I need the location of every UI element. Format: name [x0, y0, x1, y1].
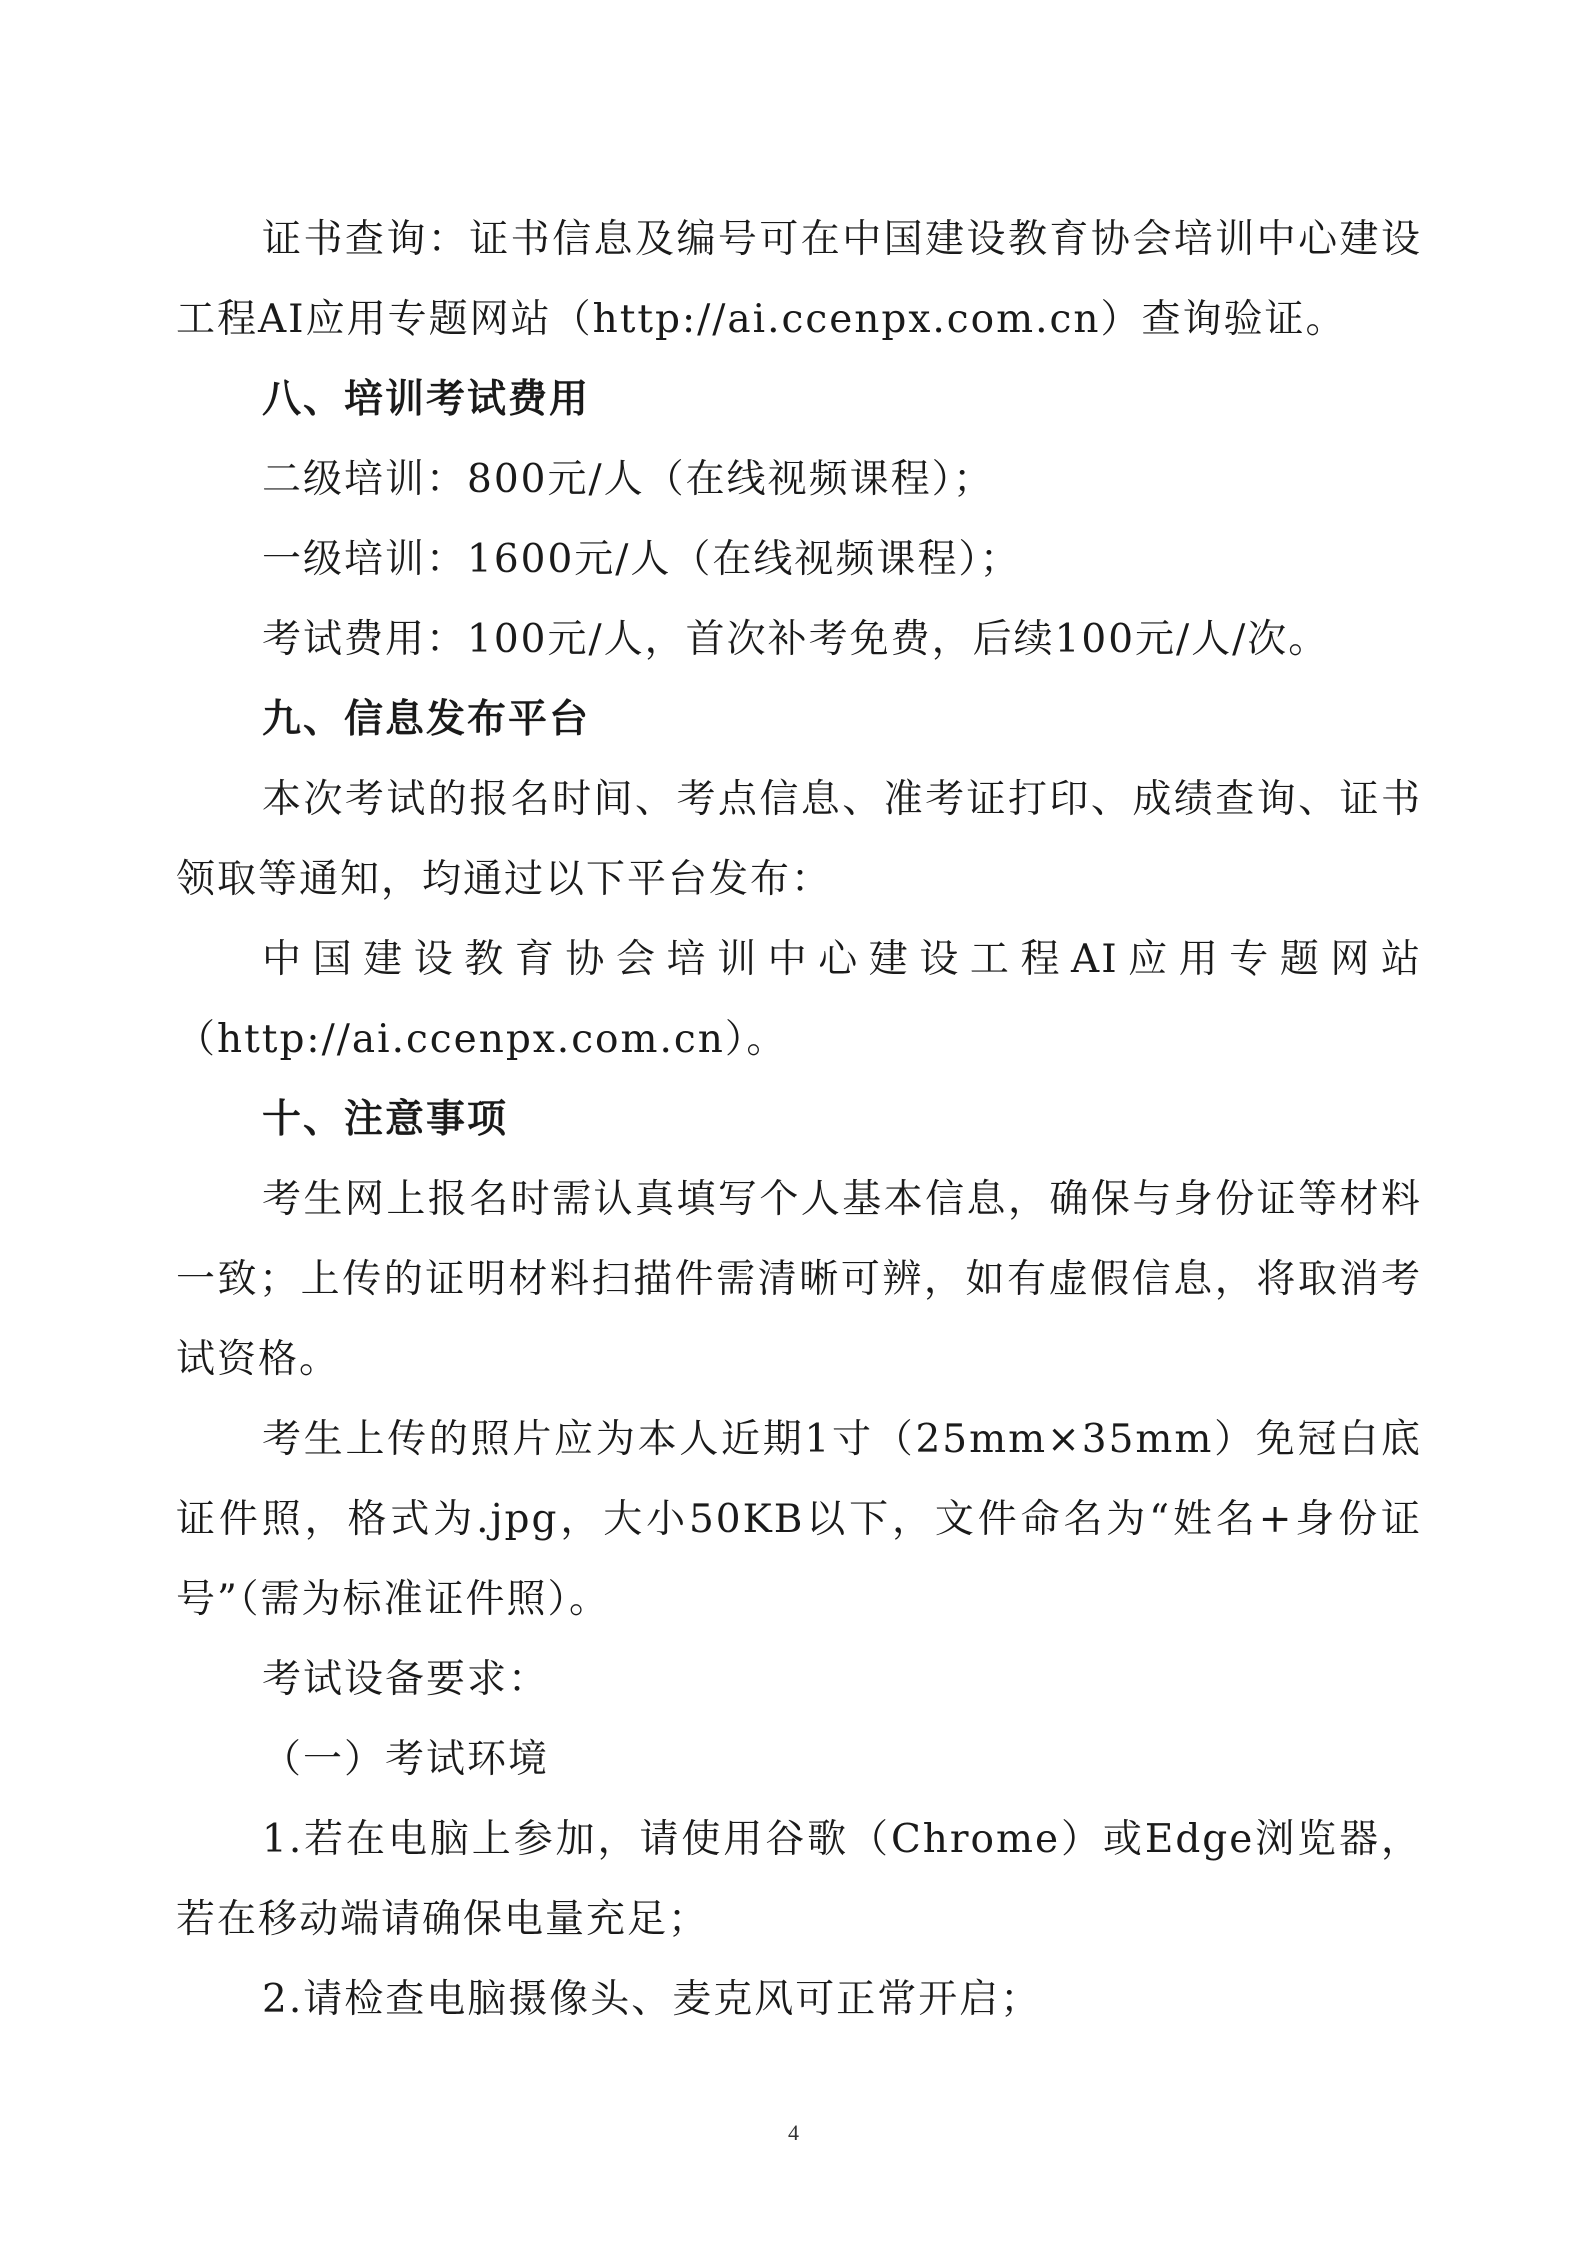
paragraph-photo-requirements: 考生上传的照片应为本人近期1寸（25mm×35mm）免冠白底证件照，格式为.jpg，大小50KB以下，文件命名为“姓名+身份证号”（需为标准证件照）。	[176, 1417, 1422, 1622]
section-heading-platform: 九、信息发布平台	[262, 697, 591, 742]
list-item-browser: 1.若在电脑上参加，请使用谷歌（Chrome）或Edge浏览器，若在移动端请确保电量充足；	[176, 1817, 1422, 1942]
paragraph-platform-notice: 本次考试的报名时间、考点信息、准考证打印、成绩查询、证书领取等通知，均通过以下平台发布：	[176, 777, 1422, 902]
paragraph-registration-info: 考生网上报名时需认真填写个人基本信息，确保与身份证等材料一致；上传的证明材料扫描件需清晰可辨，如有虚假信息，将取消考试资格。	[176, 1177, 1422, 1382]
subheading-exam-environment: （一）考试环境	[262, 1737, 550, 1782]
section-heading-notes: 十、注意事项	[262, 1097, 509, 1142]
list-item-camera-mic: 2.请检查电脑摄像头、麦克风可正常开启；	[262, 1977, 1042, 2022]
section-heading-fees: 八、培训考试费用	[262, 377, 591, 422]
document-body	[176, 200, 1422, 2040]
paragraph-device-requirements: 考试设备要求：	[262, 1657, 550, 1702]
paragraph-level1-fee: 一级培训：1600元/人（在线视频课程）；	[262, 537, 1021, 582]
paragraph-level2-fee: 二级培训：800元/人（在线视频课程）；	[262, 457, 995, 502]
paragraph-exam-fee: 考试费用：100元/人，首次补考免费，后续100元/人/次。	[262, 617, 1330, 662]
paragraph-platform-site: 中国建设教育协会培训中心建设工程AI应用专题网站（http://ai.ccenpx.com.cn）。	[176, 937, 1422, 1062]
page-number: 4	[788, 2120, 799, 2145]
paragraph-certificate-query: 证书查询：证书信息及编号可在中国建设教育协会培训中心建设工程AI应用专题网站（http://ai.ccenpx.com.cn）查询验证。	[176, 217, 1422, 342]
